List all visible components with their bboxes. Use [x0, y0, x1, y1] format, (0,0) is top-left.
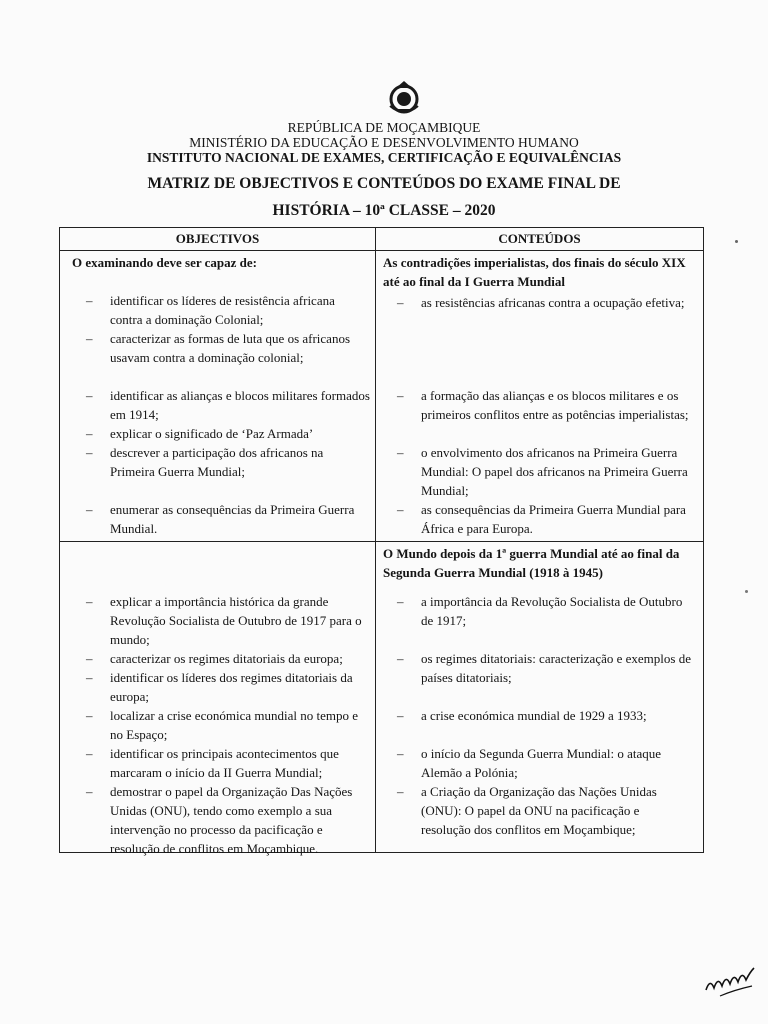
objectives-cell — [60, 251, 376, 542]
list-item: – as resistências africanas contra a ocupação efetiva; — [397, 295, 685, 310]
list-item: – descrever a participação dos africanos na Primeira Guerra Mundial; — [86, 445, 324, 479]
objectives-cell — [60, 542, 376, 856]
list-item: – os regimes ditatoriais: caracterização e exemplos de países ditatoriais; — [397, 651, 691, 685]
country-name: REPÚBLICA DE MOÇAMBIQUE — [287, 120, 481, 135]
list-item: – identificar os líderes de resistência africana contra a dominação Colonial; — [86, 293, 335, 327]
list-item: – demostrar o papel da Organização Das Nações Unidas (ONU), tendo como exemplo a sua intervenção no processo da pacificação e resolução de conflitos em Moçambique. — [86, 784, 353, 856]
institute-name: INSTITUTO NACIONAL DE EXAMES, CERTIFICAÇÃO E EQUIVALÊNCIAS — [146, 150, 622, 165]
list-item: – a importância da Revolução Socialista de Outubro de 1917; — [397, 594, 683, 628]
list-item: – a formação das alianças e os blocos militares e os primeiros conflitos entre as potências imperialistas; — [397, 388, 689, 422]
list-item: – explicar a importância histórica da grande Revolução Socialista de Outubro de 1917 para o mundo; — [86, 594, 362, 647]
list-item: – caracterizar as formas de luta que os africanos usavam contra a dominação colonial; — [86, 331, 351, 365]
list-item: – localizar a crise económica mundial no tempo e no Espaço; — [86, 708, 358, 742]
objectives-contents-table — [59, 227, 704, 856]
list-item: – a Criação da Organização das Nações Unidas (ONU): O papel da ONU na pacificação e resolução dos conflitos em Moçambique; — [397, 784, 657, 837]
contents-cell — [376, 542, 704, 853]
document-title-line1: MATRIZ DE OBJECTIVOS E CONTEÚDOS DO EXAME FINAL DE — [147, 175, 621, 192]
contents-cell — [376, 251, 704, 542]
list-item: – identificar os principais acontecimentos que marcaram o início da II Guerra Mundial; — [86, 746, 339, 780]
table-header-row — [60, 228, 704, 251]
list-item: – as consequências da Primeira Guerra Mundial para África e para Europa. — [397, 502, 686, 536]
handwritten-signature — [700, 960, 760, 1000]
col-header-contents: CONTEÚDOS — [376, 228, 704, 251]
list-item: – o início da Segunda Guerra Mundial: o ataque Alemão a Polónia; — [397, 746, 662, 780]
list-item: – caracterizar os regimes ditatoriais da europa; — [86, 651, 343, 666]
contents-heading: As contradições imperialistas, dos finais do século XIX até ao final da I Guerra Mundial — [383, 255, 686, 289]
document-title-line2: HISTÓRIA – 10ª CLASSE – 2020 — [272, 202, 496, 219]
table-row — [60, 251, 704, 542]
scan-speck — [745, 590, 748, 593]
list-item: – o envolvimento dos africanos na Primeira Guerra Mundial: O papel dos africanos na Primeira Guerra Mundial; — [397, 445, 688, 498]
ministry-name: MINISTÉRIO DA EDUCAÇÃO E DESENVOLVIMENTO HUMANO — [189, 135, 579, 150]
col-header-objectives: OBJECTIVOS — [60, 228, 376, 251]
objectives-lead: O examinando deve ser capaz de: — [72, 255, 257, 270]
list-item: – a crise económica mundial de 1929 a 1933; — [397, 708, 647, 723]
scan-speck — [735, 240, 738, 243]
national-emblem-icon — [384, 78, 424, 118]
list-item: – identificar os líderes dos regimes ditatoriais da europa; — [86, 670, 353, 704]
list-item: – explicar o significado de ‘Paz Armada’ — [86, 426, 314, 441]
list-item: – identificar as alianças e blocos militares formados em 1914; — [86, 388, 370, 422]
table-row — [60, 542, 704, 853]
list-item: – enumerar as consequências da Primeira Guerra Mundial. — [86, 502, 355, 536]
contents-heading: O Mundo depois da 1ª guerra Mundial até ao final da Segunda Guerra Mundial (1918 à 1945) — [383, 546, 680, 580]
